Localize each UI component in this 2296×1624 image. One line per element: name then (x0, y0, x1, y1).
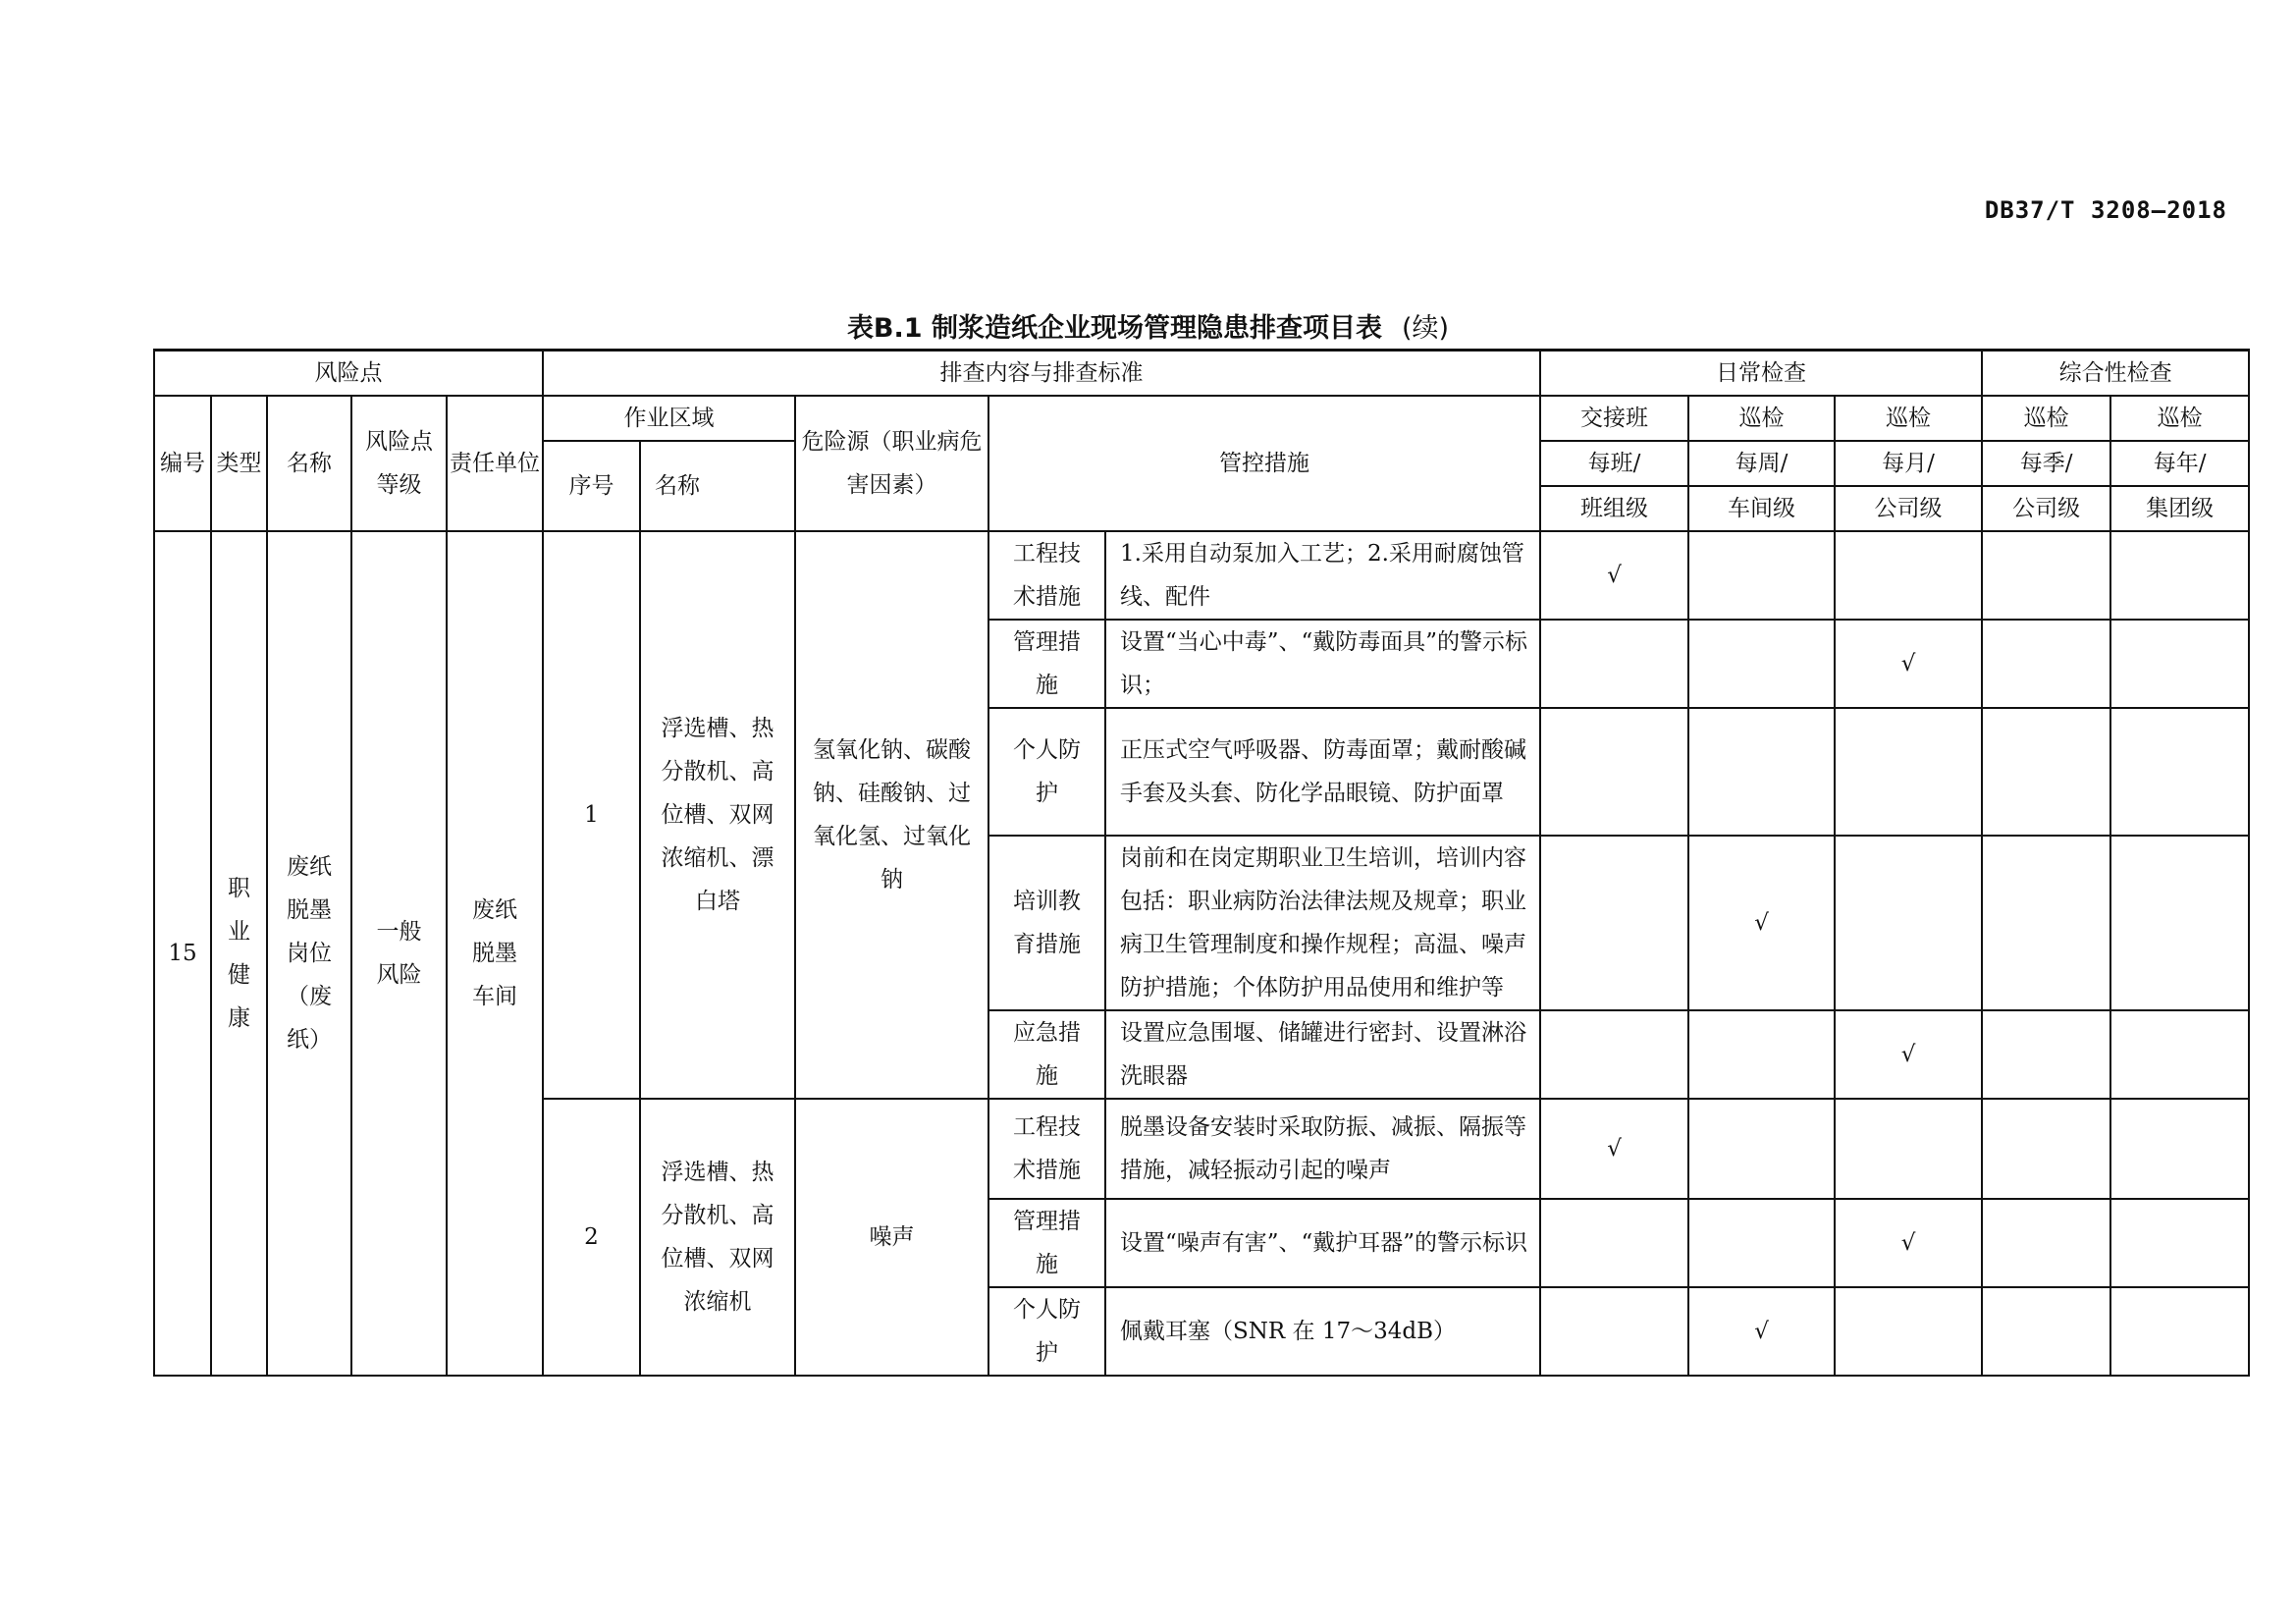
measure-text: 正压式空气呼吸器、防毒面罩；戴耐酸碱手套及头套、防化学品眼镜、防护面罩 (1105, 708, 1540, 836)
check-cell-1 (1540, 1287, 1688, 1376)
check-cell-3 (1835, 708, 1982, 836)
area-seq: 1 (543, 531, 640, 1099)
check-cell-3 (1835, 531, 1982, 620)
check-cell-2 (1688, 1010, 1835, 1099)
check-cell-4 (1982, 620, 2110, 708)
header-freq4-label: 巡检 (1982, 396, 2110, 441)
header-hazard: 危险源（职业病危害因素） (795, 396, 988, 531)
measure-text: 设置应急围堰、储罐进行密封、设置淋浴洗眼器 (1105, 1010, 1540, 1099)
header-unit: 责任单位 (447, 396, 543, 531)
check-cell-3 (1835, 836, 1982, 1010)
header-no: 编号 (154, 396, 211, 531)
check-cell-3 (1835, 1010, 1982, 1099)
check-cell-5 (2110, 1199, 2249, 1287)
check-cell-5 (2110, 620, 2249, 708)
measure-category: 培训教育措施 (988, 836, 1105, 1010)
area-name: 浮选槽、热分散机、高位槽、双网浓缩机、漂白塔 (640, 531, 795, 1099)
measure-text: 佩戴耳塞（SNR 在 17～34dB） (1105, 1287, 1540, 1376)
check-mark: √ (1754, 910, 1769, 936)
measure-text: 设置“噪声有害”、“戴护耳器”的警示标识 (1105, 1199, 1540, 1287)
check-cell-5 (2110, 531, 2249, 620)
check-cell-2 (1688, 1287, 1835, 1376)
header-freq1-level: 班组级 (1540, 486, 1688, 531)
hazard-source: 噪声 (795, 1099, 988, 1376)
measure-category: 管理措施 (988, 620, 1105, 708)
measure-category: 个人防护 (988, 708, 1105, 836)
header-comprehensive-check: 综合性检查 (1982, 351, 2249, 397)
header-risk-level: 风险点等级 (351, 396, 447, 531)
risk-type: 职业健康 (211, 531, 267, 1376)
risk-no: 15 (154, 531, 211, 1376)
table-title-continued: (续) (1401, 313, 1450, 344)
header-freq5-period: 每年/ (2110, 441, 2249, 486)
check-cell-3 (1835, 1099, 1982, 1199)
check-cell-2 (1688, 1099, 1835, 1199)
risk-unit: 废纸脱墨车间 (447, 531, 543, 1376)
measure-category: 管理措施 (988, 1199, 1105, 1287)
check-cell-1 (1540, 836, 1688, 1010)
measure-text: 岗前和在岗定期职业卫生培训，培训内容包括：职业病防治法律法规及规章；职业病卫生管理制度和操作规程；高温、噪声防护措施；个体防护用品使用和维护等 (1105, 836, 1540, 1010)
document-code: DB37/T 3208—2018 (1984, 196, 2227, 224)
measure-category: 工程技术措施 (988, 531, 1105, 620)
check-mark: √ (1900, 651, 1916, 677)
table-title-main: 表B.1 制浆造纸企业现场管理隐患排查项目表 (846, 313, 1382, 344)
header-type: 类型 (211, 396, 267, 531)
header-risk-point: 风险点 (154, 351, 543, 397)
measure-category: 个人防护 (988, 1287, 1105, 1376)
area-seq: 2 (543, 1099, 640, 1376)
check-cell-1 (1540, 620, 1688, 708)
table-title (0, 306, 2296, 345)
check-cell-2 (1688, 1199, 1835, 1287)
check-cell-5 (2110, 1287, 2249, 1376)
check-cell-4 (1982, 1010, 2110, 1099)
header-freq5-label: 巡检 (2110, 396, 2249, 441)
area-name: 浮选槽、热分散机、高位槽、双网浓缩机 (640, 1099, 795, 1376)
risk-name: 废纸脱墨岗位（废纸） (267, 531, 351, 1376)
header-work-area: 作业区域 (543, 396, 795, 441)
header-measures: 管控措施 (988, 396, 1540, 531)
check-cell-4 (1982, 1099, 2110, 1199)
check-cell-3 (1835, 1199, 1982, 1287)
check-cell-4 (1982, 836, 2110, 1010)
check-cell-1 (1540, 531, 1688, 620)
check-cell-5 (2110, 1099, 2249, 1199)
check-mark: √ (1754, 1319, 1769, 1344)
check-mark: √ (1607, 1136, 1622, 1162)
check-mark: √ (1607, 563, 1622, 588)
header-freq4-period: 每季/ (1982, 441, 2110, 486)
table-row (154, 531, 2249, 620)
check-cell-5 (2110, 836, 2249, 1010)
header-freq5-level: 集团级 (2110, 486, 2249, 531)
check-mark: √ (1900, 1042, 1916, 1067)
measure-text: 1.采用自动泵加入工艺；2.采用耐腐蚀管线、配件 (1105, 531, 1540, 620)
check-cell-3 (1835, 1287, 1982, 1376)
check-cell-5 (2110, 1010, 2249, 1099)
header-name: 名称 (267, 396, 351, 531)
check-cell-2 (1688, 531, 1835, 620)
header-seq: 序号 (543, 441, 640, 531)
hazard-source: 氢氧化钠、碳酸钠、硅酸钠、过氧化氢、过氧化钠 (795, 531, 988, 1099)
header-area-name: 名称 (640, 441, 795, 531)
header-daily-check: 日常检查 (1540, 351, 1982, 397)
header-freq1-label: 交接班 (1540, 396, 1688, 441)
risk-level: 一般风险 (351, 531, 447, 1376)
check-cell-4 (1982, 1199, 2110, 1287)
check-cell-1 (1540, 708, 1688, 836)
header-freq2-label: 巡检 (1688, 396, 1835, 441)
header-freq3-level: 公司级 (1835, 486, 1982, 531)
check-cell-2 (1688, 836, 1835, 1010)
check-cell-3 (1835, 620, 1982, 708)
measure-category: 工程技术措施 (988, 1099, 1105, 1199)
check-cell-4 (1982, 1287, 2110, 1376)
header-freq3-label: 巡检 (1835, 396, 1982, 441)
check-cell-1 (1540, 1199, 1688, 1287)
hazard-check-table (153, 349, 2250, 1377)
measure-text: 脱墨设备安装时采取防振、减振、隔振等措施，减轻振动引起的噪声 (1105, 1099, 1540, 1199)
check-cell-1 (1540, 1010, 1688, 1099)
header-freq1-period: 每班/ (1540, 441, 1688, 486)
measure-category: 应急措施 (988, 1010, 1105, 1099)
header-freq2-level: 车间级 (1688, 486, 1835, 531)
check-mark: √ (1900, 1230, 1916, 1256)
check-cell-4 (1982, 531, 2110, 620)
check-cell-2 (1688, 708, 1835, 836)
header-content-standard: 排查内容与排查标准 (543, 351, 1540, 397)
check-cell-2 (1688, 620, 1835, 708)
header-freq2-period: 每周/ (1688, 441, 1835, 486)
header-freq4-level: 公司级 (1982, 486, 2110, 531)
measure-text: 设置“当心中毒”、“戴防毒面具”的警示标识； (1105, 620, 1540, 708)
check-cell-5 (2110, 708, 2249, 836)
header-freq3-period: 每月/ (1835, 441, 1982, 486)
check-cell-4 (1982, 708, 2110, 836)
check-cell-1 (1540, 1099, 1688, 1199)
